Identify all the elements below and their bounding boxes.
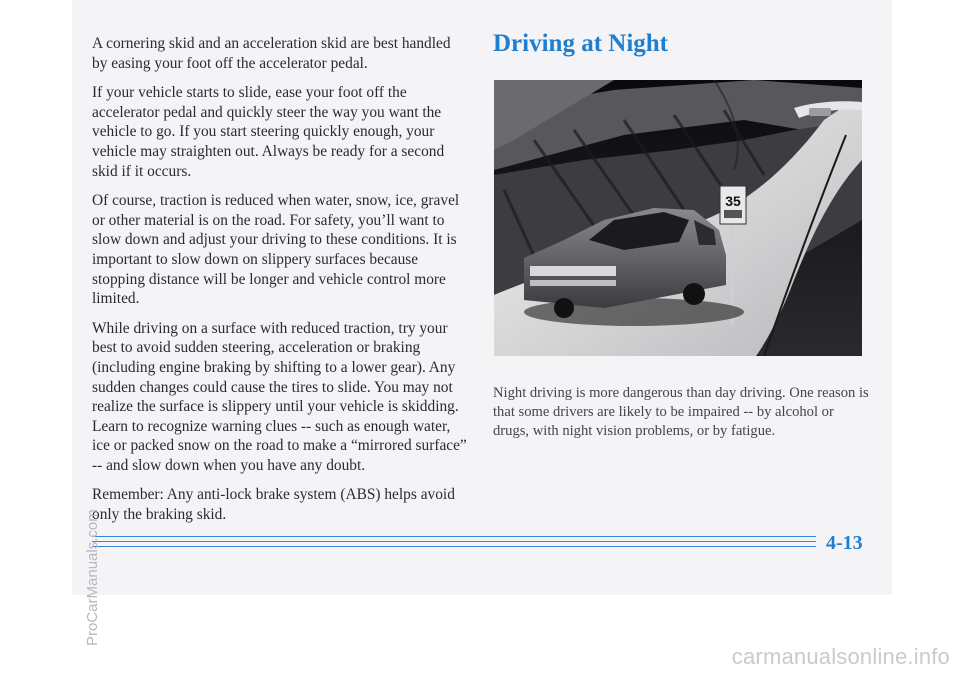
footer-rule-top xyxy=(92,536,816,537)
photo-caption: Night driving is more dangerous than day driving. One reason is that some drivers are likely to be impaired -- by alcohol or drugs, with night vision problems, or by fatigue. xyxy=(493,385,869,439)
footer-watermark: carmanualsonline.info xyxy=(731,644,950,669)
paragraph-abs-note: Remember: Any anti-lock brake system (ABS) helps avoid only the braking skid. xyxy=(92,486,455,524)
section-heading: Driving at Night xyxy=(493,30,668,57)
footer-rule-bottom xyxy=(92,546,816,547)
speed-sign-value: 35 xyxy=(725,193,741,209)
left-column xyxy=(92,34,468,535)
paragraph-reduced-traction: Of course, traction is reduced when water, snow, ice, gravel or other material is on the road. For safety, you’ll want to slow down and adjust your driving to these conditions. It is important to slow down on slippery surfaces because stopping distance will be longer and vehicle control more limited. xyxy=(92,192,460,308)
paragraph-avoid-sudden-changes: While driving on a surface with reduced traction, try your best to avoid sudden steering, acceleration or braking (including engine braking by shifting to a lower gear). Any sudden changes could cause the tires to slide. You may not realize the surface is slippery until your vehicle is skidding. Learn to recognize warning clues -- such as enough water, ice or packed snow on the road to make a “mirrored surface” -- and slow down when you have any doubt. xyxy=(92,319,467,474)
paragraph-skid-handling: A cornering skid and an acceleration skid are best handled by easing your foot off the accelerator pedal. xyxy=(92,35,451,72)
side-watermark: ProCarManuals.com xyxy=(84,509,101,646)
paragraph-vehicle-slide: If your vehicle starts to slide, ease your foot off the accelerator pedal and quickly steer the way you want the vehicle to go. If you start steering quickly enough, your vehicle may straighten out. Always be ready for a second skid if it occurs. xyxy=(92,84,445,180)
page-number: 4-13 xyxy=(826,532,863,554)
footer-rule-middle xyxy=(92,541,816,542)
night-driving-photo xyxy=(494,80,862,356)
footer-rule xyxy=(92,536,816,548)
